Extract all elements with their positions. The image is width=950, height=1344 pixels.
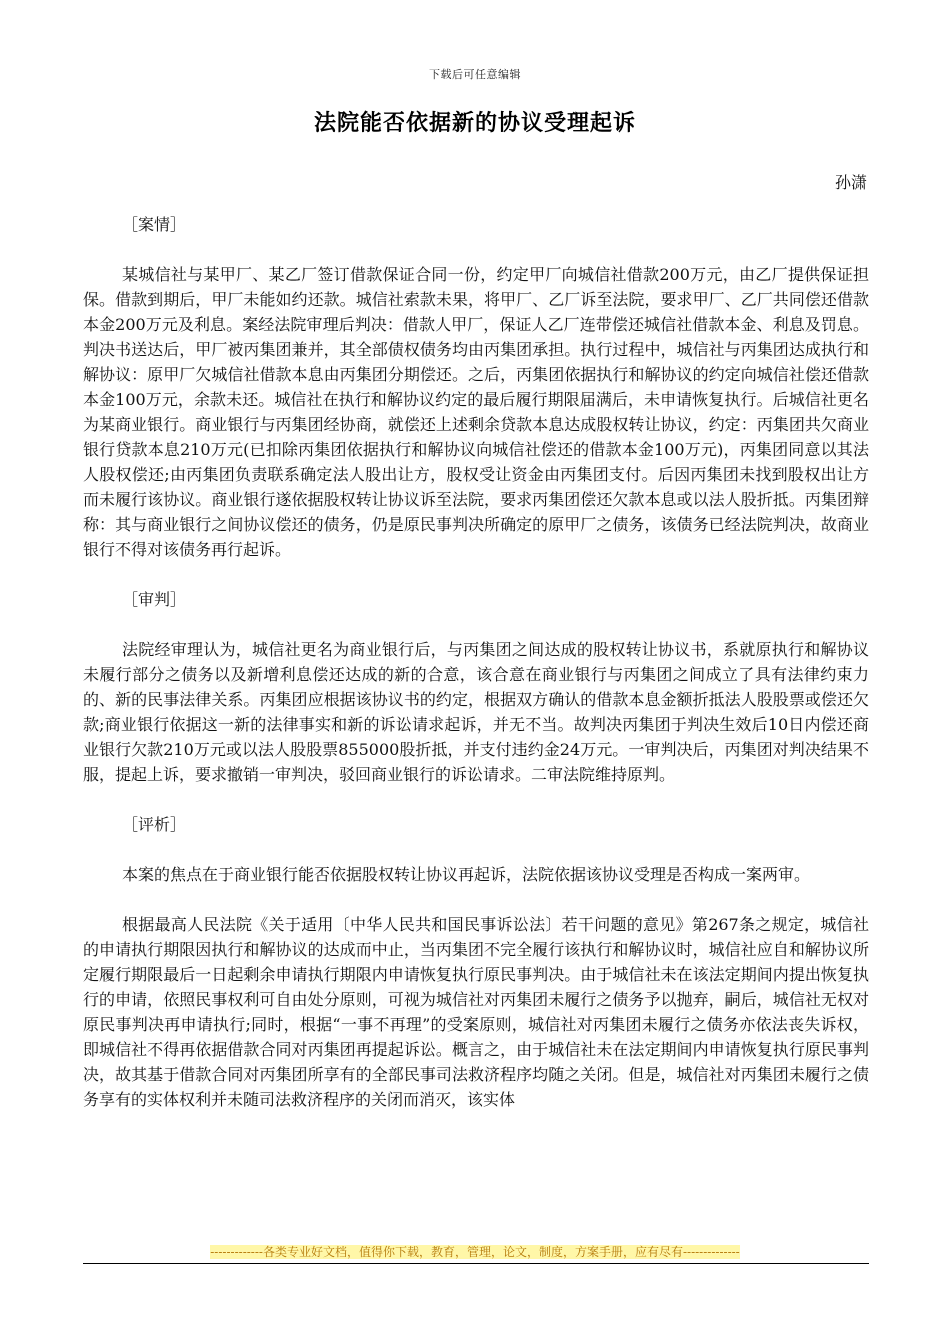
header-note: 下载后可任意编辑 [429,68,521,81]
trial-paragraph: 法院经审理认为，城信社更名为商业银行后，与丙集团之间达成的股权转让协议书，系就原执行和解协议未履行部分之债务以及新增利息偿还达成的新的合意，该合意在商业银行与丙集团之间成立了具有法律约束力的、新的民事法律关系。丙集团应根据该协议书的约定，根据双方确认的借款本息金额折抵法人股股票或偿还欠款;商业银行依据这一新的法律事实和新的诉讼请求起诉，并无不当。故判决丙集团于判决生效后10日内偿还商业银行欠款210万元或以法人股股票855000股折抵，并支付违约金24万元。一审判决后，丙集团对判决结果不服，提起上诉，要求撤销一审判决，驳回商业银行的诉讼请求。二审法院维持原判。 [83,640,869,784]
footer-banner-text: -------------各类专业好文档，值得你下载，教育，管理，论文，制度，方案手册，应有尽有-------------- [210,1245,740,1259]
page-title: 法院能否依据新的协议受理起诉 [313,111,636,136]
case-paragraph: 某城信社与某甲厂、某乙厂签订借款保证合同一份，约定甲厂向城信社借款200万元，由乙厂提供保证担保。借款到期后，甲厂未能如约还款。城信社索款未果，将甲厂、乙厂诉至法院，要求甲厂、乙厂共同偿还借款本金200万元及利息。案经法院审理后判决：借款人甲厂，保证人乙厂连带偿还城信社借款本金、利息及罚息。判决书送达后，甲厂被丙集团兼并，其全部债权债务均由丙集团承担。执行过程中，城信社与丙集团达成执行和解协议：原甲厂欠城信社借款本息由丙集团分期偿还。之后，丙集团依据执行和解协议的约定向城信社偿还借款本金100万元，余款未还。城信社在执行和解协议约定的最后履行期限届满后，未申请恢复执行。后城信社更名为某商业银行。商业银行与丙集团经协商，就偿还上述剩余贷款本息达成股权转让协议，约定：丙集团共欠商业银行贷款本息210万元(已扣除丙集团依据执行和解协议向城信社偿还的借款本金100万元)，丙集团同意以其法人股权偿还;由丙集团负责联系确定法人股出让方，股权受让资金由丙集团支付。后因丙集团未找到股权出让方而未履行该协议。商业银行遂依据股权转让协议诉至法院，要求丙集团偿还欠款本息或以法人股折抵。丙集团辩称：其与商业银行之间协议偿还的债务，仍是原民事判决所确定的原甲厂之债务，该债务已经法院判决，故商业银行不得对该债务再行起诉。 [83,265,869,559]
section-heading-case: ［案情］ [122,215,187,234]
section-heading-analysis: ［评析］ [122,815,187,834]
analysis-paragraph-1: 本案的焦点在于商业银行能否依据股权转让协议再起诉，法院依据该协议受理是否构成一案两审。 [122,865,811,884]
section-heading-trial: ［审判］ [122,590,187,609]
analysis-paragraph-2: 根据最高人民法院《关于适用〔中华人民共和国民事诉讼法〕若干问题的意见》第267条之规定，城信社的申请执行期限因执行和解协议的达成而中止，当丙集团不完全履行该执行和解协议时，城信社应自和解协议所定履行期限最后一日起剩余申请执行期限内申请恢复执行原民事判决。由于城信社未在该法定期间内提出恢复执行的申请，依照民事权利可自由处分原则，可视为城信社对丙集团未履行之债务予以抛弃，嗣后，城信社无权对原民事判决再申请执行;同时，根据“一事不再理”的受案原则，城信社对丙集团未履行之债务亦依法丧失诉权，即城信社不得再依据借款合同对丙集团再提起诉讼。概言之，由于城信社未在法定期间内申请恢复执行原民事判决，故其基于借款合同对丙集团所享有的全部民事司法救济程序均随之关闭。但是，城信社对丙集团未履行之债务享有的实体权利并未随司法救济程序的关闭而消灭，该实体 [83,915,869,1109]
document-body [83,212,869,1112]
footer-banner [0,1243,950,1260]
footer-divider [83,1263,869,1264]
author-name: 孙潇 [834,173,867,192]
